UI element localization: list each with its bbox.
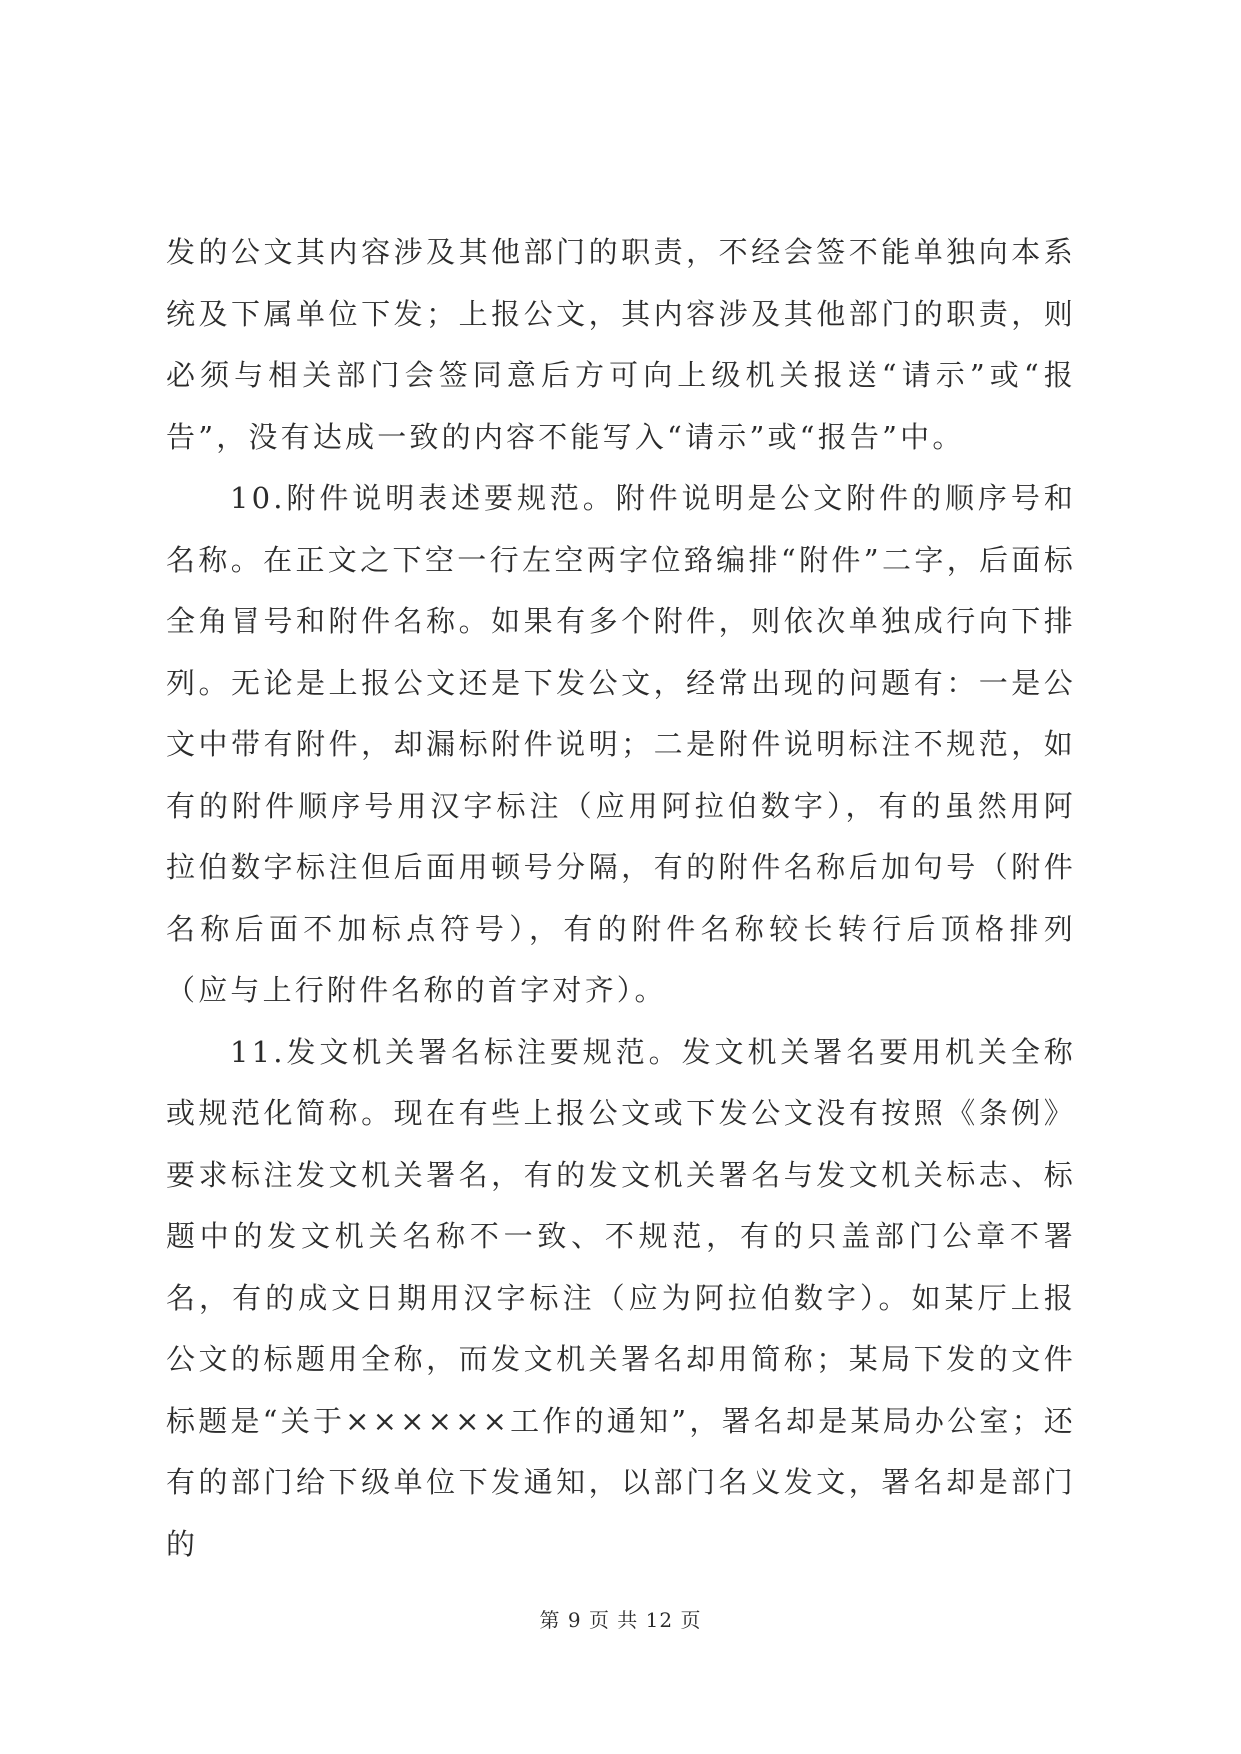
paragraph-3: 11.发文机关署名标注要规范。发文机关署名要用机关全称或规范化简称。现在有些上报公文或下发公文没有按照《条例》要求标注发文机关署名，有的发文机关署名与发文机关标志、标题中的发文机关名称不一致、不规范，有的只盖部门公章不署名，有的成文日期用汉字标注（应为阿拉伯数字）。如某厅上报公文的标题用全称，而发文机关署名却用简称；某局下发的文件标题是“关于××××××工作的通知”，署名却是某局办公室；还有的部门给下级单位下发通知，以部门名义发文，署名却是部门的 — [166, 1034, 1076, 1561]
document-body — [166, 222, 1076, 1575]
paragraph-2: 10.附件说明表述要规范。附件说明是公文附件的顺序号和名称。在正文之下空一行左空两字位臵编排“附件”二字，后面标全角冒号和附件名称。如果有多个附件，则依次单独成行向下排列。无论是上报公文还是下发公文，经常出现的问题有：一是公文中带有附件，却漏标附件说明；二是附件说明标注不规范，如有的附件顺序号用汉字标注（应用阿拉伯数字），有的虽然用阿拉伯数字标注但后面用顿号分隔，有的附件名称后加句号（附件名称后面不加标点符号），有的附件名称较长转行后顶格排列（应与上行附件名称的首字对齐）。 — [166, 481, 1076, 1007]
paragraph-1: 发的公文其内容涉及其他部门的职责，不经会签不能单独向本系统及下属单位下发；上报公文，其内容涉及其他部门的职责，则必须与相关部门会签同意后方可向上级机关报送“请示”或“报告”，没有达成一致的内容不能写入“请示”或“报告”中。 — [166, 235, 1076, 454]
page-number-label: 第 9 页 共 12 页 — [539, 1608, 702, 1632]
page-footer — [0, 1604, 1241, 1633]
